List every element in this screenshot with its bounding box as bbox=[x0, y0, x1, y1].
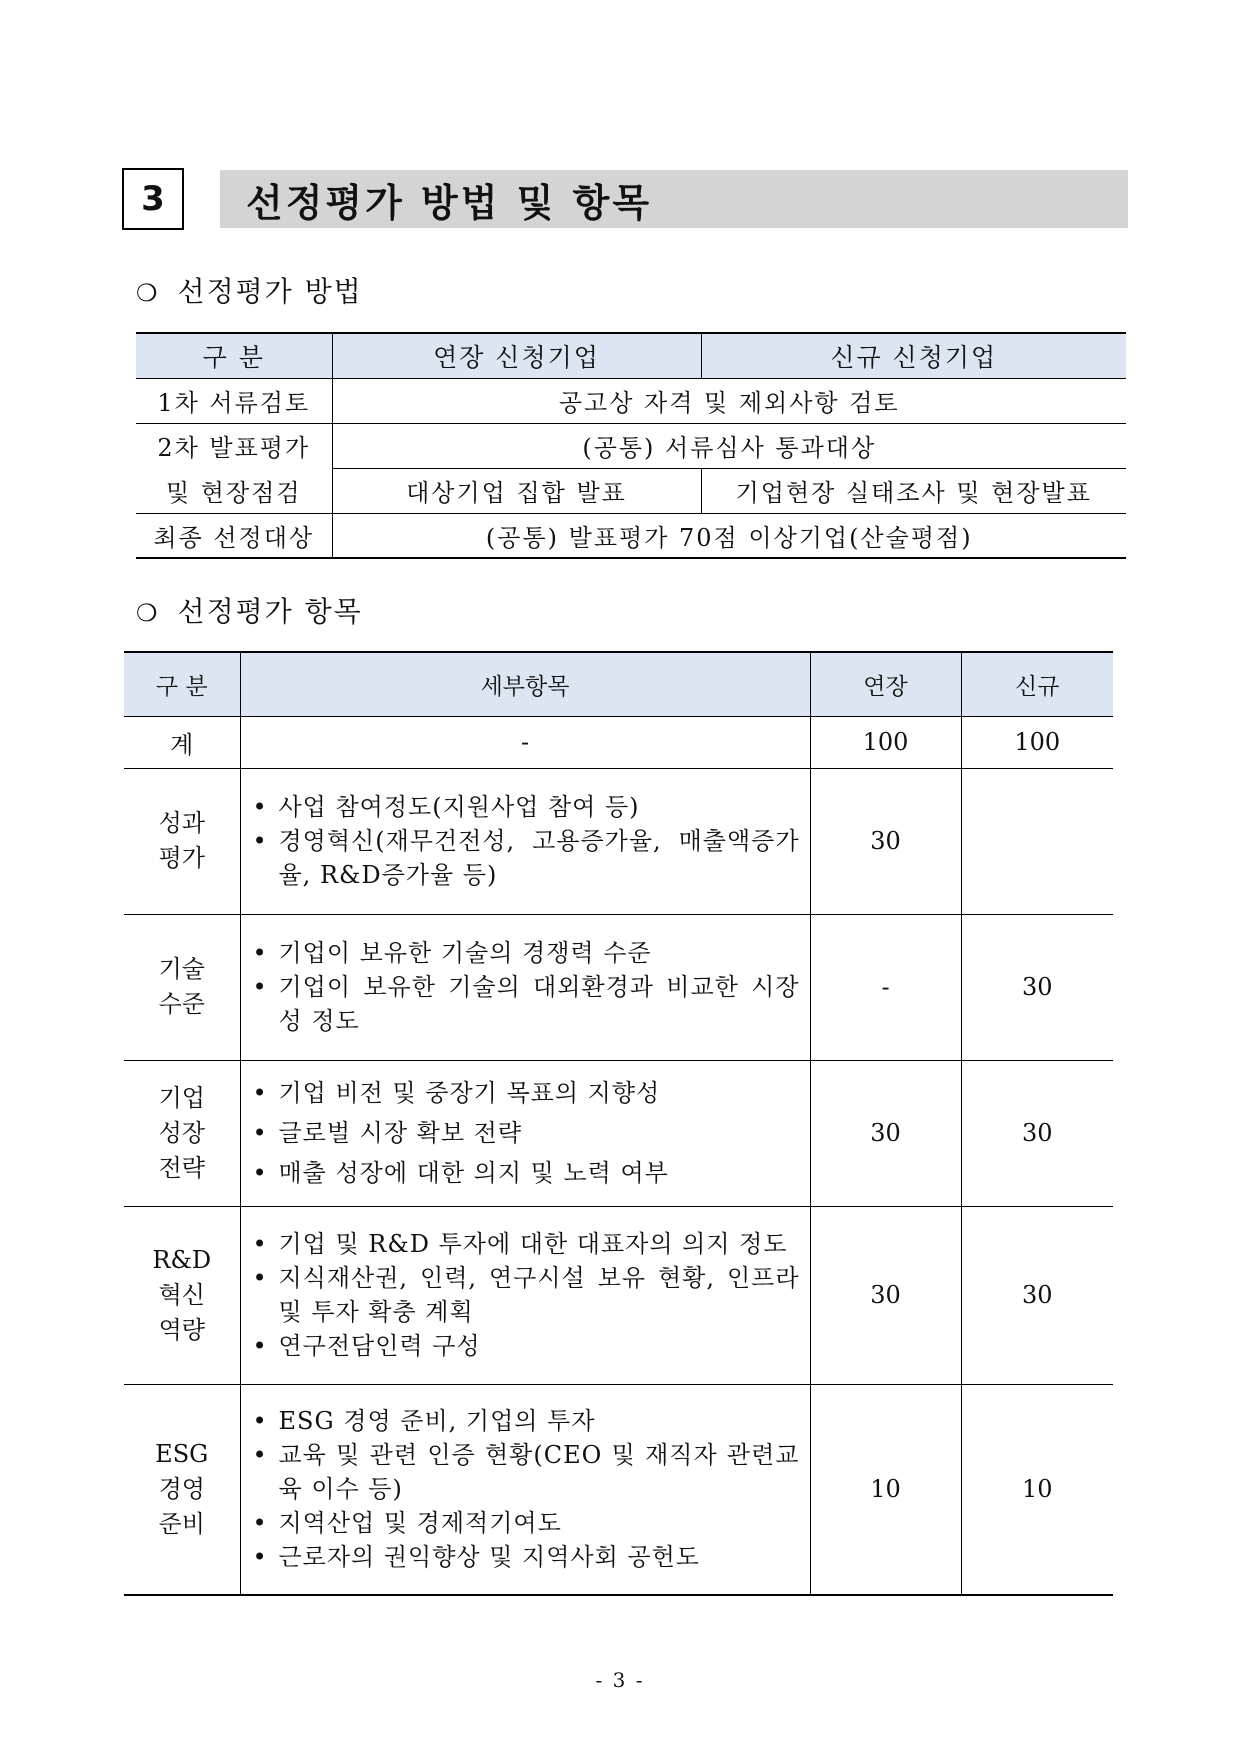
category-line: R&D bbox=[152, 1245, 212, 1274]
method-heading bbox=[136, 270, 363, 310]
detail-item: • 근로자의 권익향상 및 지역사회 공헌도 bbox=[249, 1540, 800, 1574]
detail-cell bbox=[240, 1206, 810, 1384]
items-header-row bbox=[124, 652, 1113, 716]
category-line: 수준 bbox=[158, 990, 205, 1018]
method-row-label: 1차 서류검토 bbox=[136, 378, 332, 423]
detail-item: • 기업 비전 및 중장기 목표의 지향성 bbox=[249, 1073, 800, 1113]
items-heading-text: 선정평가 항목 bbox=[177, 595, 363, 628]
method-row-presentation bbox=[136, 423, 1126, 468]
method-row-label: 및 현장점검 bbox=[136, 468, 332, 513]
items-heading bbox=[136, 590, 363, 630]
method-header-category: 구 분 bbox=[136, 333, 332, 378]
category-line: 역량 bbox=[158, 1315, 205, 1344]
category-line: 기술 bbox=[158, 955, 205, 983]
extension-score: 10 bbox=[810, 1384, 961, 1595]
category-cell bbox=[124, 1206, 240, 1384]
detail-item: • 경영혁신(재무건전성, 고용증가율, 매출액증가율, R&D증가율 등) bbox=[249, 824, 800, 892]
section-title: 선정평가 방법 및 항목 bbox=[246, 180, 653, 225]
detail-item: • 연구전담인력 구성 bbox=[249, 1329, 800, 1363]
total-extension: 100 bbox=[810, 716, 961, 768]
method-row-common: (공통) 서류심사 통과대상 bbox=[332, 423, 1126, 468]
section-number: 3 bbox=[122, 168, 184, 230]
detail-item: • 사업 참여정도(지원사업 참여 등) bbox=[249, 790, 800, 824]
detail-item: • 교육 및 관련 인증 현황(CEO 및 재직자 관련교육 이수 등) bbox=[249, 1438, 800, 1506]
category-line: ESG bbox=[155, 1439, 209, 1468]
detail-item: • 지식재산권, 인력, 연구시설 보유 현황, 인프라 및 투자 확충 계획 bbox=[249, 1261, 800, 1329]
items-total-row bbox=[124, 716, 1113, 768]
detail-item: • ESG 경영 준비, 기업의 투자 bbox=[249, 1404, 800, 1438]
total-detail: - bbox=[240, 716, 810, 768]
extension-score: 30 bbox=[810, 1206, 961, 1384]
new-score: 30 bbox=[961, 914, 1113, 1060]
category-line: 혁신 bbox=[158, 1280, 205, 1309]
detail-item: • 글로벌 시장 확보 전략 bbox=[249, 1113, 800, 1153]
method-row-doc-review bbox=[136, 378, 1126, 423]
method-header-extension: 연장 신청기업 bbox=[332, 333, 701, 378]
detail-item: • 기업 및 R&D 투자에 대한 대표자의 의지 정도 bbox=[249, 1227, 800, 1261]
category-cell bbox=[124, 768, 240, 914]
method-row-new: 기업현장 실태조사 및 현장발표 bbox=[701, 468, 1126, 513]
new-score: 10 bbox=[961, 1384, 1113, 1595]
detail-cell bbox=[240, 1060, 810, 1206]
detail-cell bbox=[240, 1384, 810, 1595]
category-line: 기업 bbox=[158, 1083, 205, 1112]
detail-cell bbox=[240, 768, 810, 914]
category-line: 평가 bbox=[158, 844, 205, 872]
method-row-label: 최종 선정대상 bbox=[136, 513, 332, 558]
detail-cell bbox=[240, 914, 810, 1060]
extension-score: - bbox=[810, 914, 961, 1060]
circle-bullet-icon: ❍ bbox=[136, 599, 160, 627]
page-number: - 3 - bbox=[595, 1668, 645, 1692]
category-cell bbox=[124, 1384, 240, 1595]
new-score bbox=[961, 768, 1113, 914]
section-title-bar bbox=[220, 170, 1128, 228]
items-row bbox=[124, 1206, 1113, 1384]
method-row-value: (공통) 발표평가 70점 이상기업(산술평점) bbox=[332, 513, 1126, 558]
category-cell bbox=[124, 1060, 240, 1206]
items-header-extension: 연장 bbox=[810, 652, 961, 716]
category-line: 경영 bbox=[158, 1474, 205, 1503]
total-label: 계 bbox=[124, 716, 240, 768]
detail-item: • 기업이 보유한 기술의 대외환경과 비교한 시장성 정도 bbox=[249, 970, 800, 1038]
new-score: 30 bbox=[961, 1206, 1113, 1384]
category-line: 전략 bbox=[158, 1153, 205, 1182]
method-table bbox=[136, 332, 1126, 559]
total-new: 100 bbox=[961, 716, 1113, 768]
section-header bbox=[122, 168, 1128, 230]
method-row-final bbox=[136, 513, 1126, 558]
detail-item: • 지역산업 및 경제적기여도 bbox=[249, 1506, 800, 1540]
detail-item: • 기업이 보유한 기술의 경쟁력 수준 bbox=[249, 936, 800, 970]
category-line: 성장 bbox=[158, 1118, 205, 1147]
items-header-detail: 세부항목 bbox=[240, 652, 810, 716]
extension-score: 30 bbox=[810, 768, 961, 914]
method-row-extension: 대상기업 집합 발표 bbox=[332, 468, 701, 513]
category-cell bbox=[124, 914, 240, 1060]
method-row-value: 공고상 자격 및 제외사항 검토 bbox=[332, 378, 1126, 423]
new-score: 30 bbox=[961, 1060, 1113, 1206]
method-header-new: 신규 신청기업 bbox=[701, 333, 1126, 378]
method-header-row bbox=[136, 333, 1126, 378]
category-line: 성과 bbox=[158, 809, 205, 837]
circle-bullet-icon: ❍ bbox=[136, 279, 160, 307]
items-row bbox=[124, 768, 1113, 914]
items-header-category: 구 분 bbox=[124, 652, 240, 716]
method-row-label: 2차 발표평가 bbox=[157, 434, 311, 463]
detail-item: • 매출 성장에 대한 의지 및 노력 여부 bbox=[249, 1153, 800, 1193]
method-row-presentation-split bbox=[136, 468, 1126, 513]
items-row bbox=[124, 914, 1113, 1060]
method-heading-text: 선정평가 방법 bbox=[177, 275, 363, 308]
items-header-new: 신규 bbox=[961, 652, 1113, 716]
items-row bbox=[124, 1060, 1113, 1206]
items-row bbox=[124, 1384, 1113, 1595]
category-line: 준비 bbox=[158, 1509, 205, 1538]
items-table bbox=[124, 651, 1113, 1596]
extension-score: 30 bbox=[810, 1060, 961, 1206]
